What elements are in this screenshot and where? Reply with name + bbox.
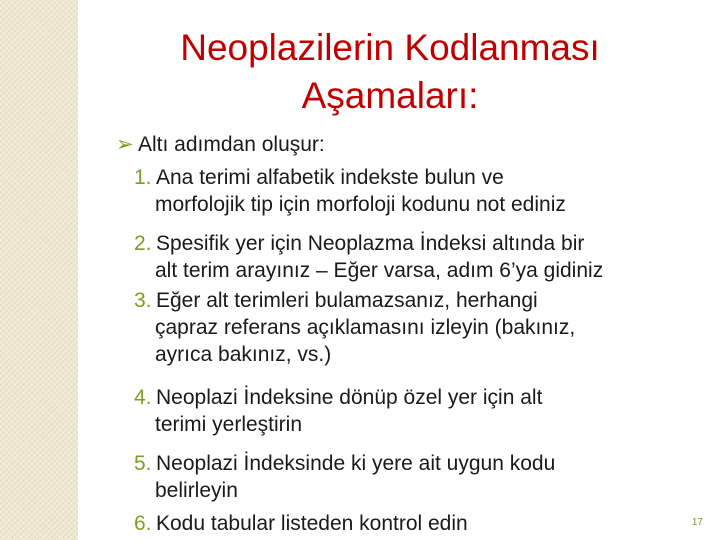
item-number: 1. xyxy=(134,166,152,189)
item-text-line: Eğer alt terimleri bulamazsanız, herhangi xyxy=(156,289,538,312)
intro-text: Altı adımdan oluşur: xyxy=(138,133,325,156)
item-text-line: alt terim arayınız – Eğer varsa, adım 6’ya gidiniz xyxy=(155,259,604,282)
title-line-2: Aşamaları: xyxy=(301,75,479,116)
list-item xyxy=(134,384,542,438)
list-item xyxy=(134,450,555,504)
intro-bullet xyxy=(116,131,325,158)
item-text-line: terimi yerleştirin xyxy=(155,413,303,436)
item-text-line: Spesifik yer için Neoplazma İndeksi altında bir xyxy=(156,232,585,255)
item-text-line: Kodu tabular listeden kontrol edin xyxy=(156,512,468,535)
list-item xyxy=(134,230,603,284)
item-text-line: Neoplazi İndeksine dönüp özel yer için alt xyxy=(156,386,543,409)
item-number: 4. xyxy=(134,386,152,409)
item-number: 3. xyxy=(134,289,152,312)
item-text-line: belirleyin xyxy=(155,479,238,502)
decorative-side-band xyxy=(0,0,78,540)
page-number: 17 xyxy=(691,517,703,528)
list-item xyxy=(134,287,575,368)
slide-title xyxy=(110,24,670,120)
item-text-line: Neoplazi İndeksinde ki yere ait uygun kodu xyxy=(156,452,556,475)
list-item xyxy=(134,510,468,537)
item-text-line: ayrıca bakınız, vs.) xyxy=(155,343,332,366)
item-text-line: morfolojik tip için morfoloji kodunu not ediniz xyxy=(155,193,566,216)
item-number: 6. xyxy=(134,512,152,535)
item-text-line: Ana terimi alfabetik indekste bulun ve xyxy=(156,166,504,189)
list-item xyxy=(134,164,566,218)
item-text-line: çapraz referans açıklamasını izleyin (bakınız, xyxy=(155,316,576,339)
item-number: 5. xyxy=(134,452,152,475)
arrow-bullet-icon: ➢ xyxy=(116,133,134,156)
item-number: 2. xyxy=(134,232,152,255)
title-line-1: Neoplazilerin Kodlanması xyxy=(180,27,600,68)
